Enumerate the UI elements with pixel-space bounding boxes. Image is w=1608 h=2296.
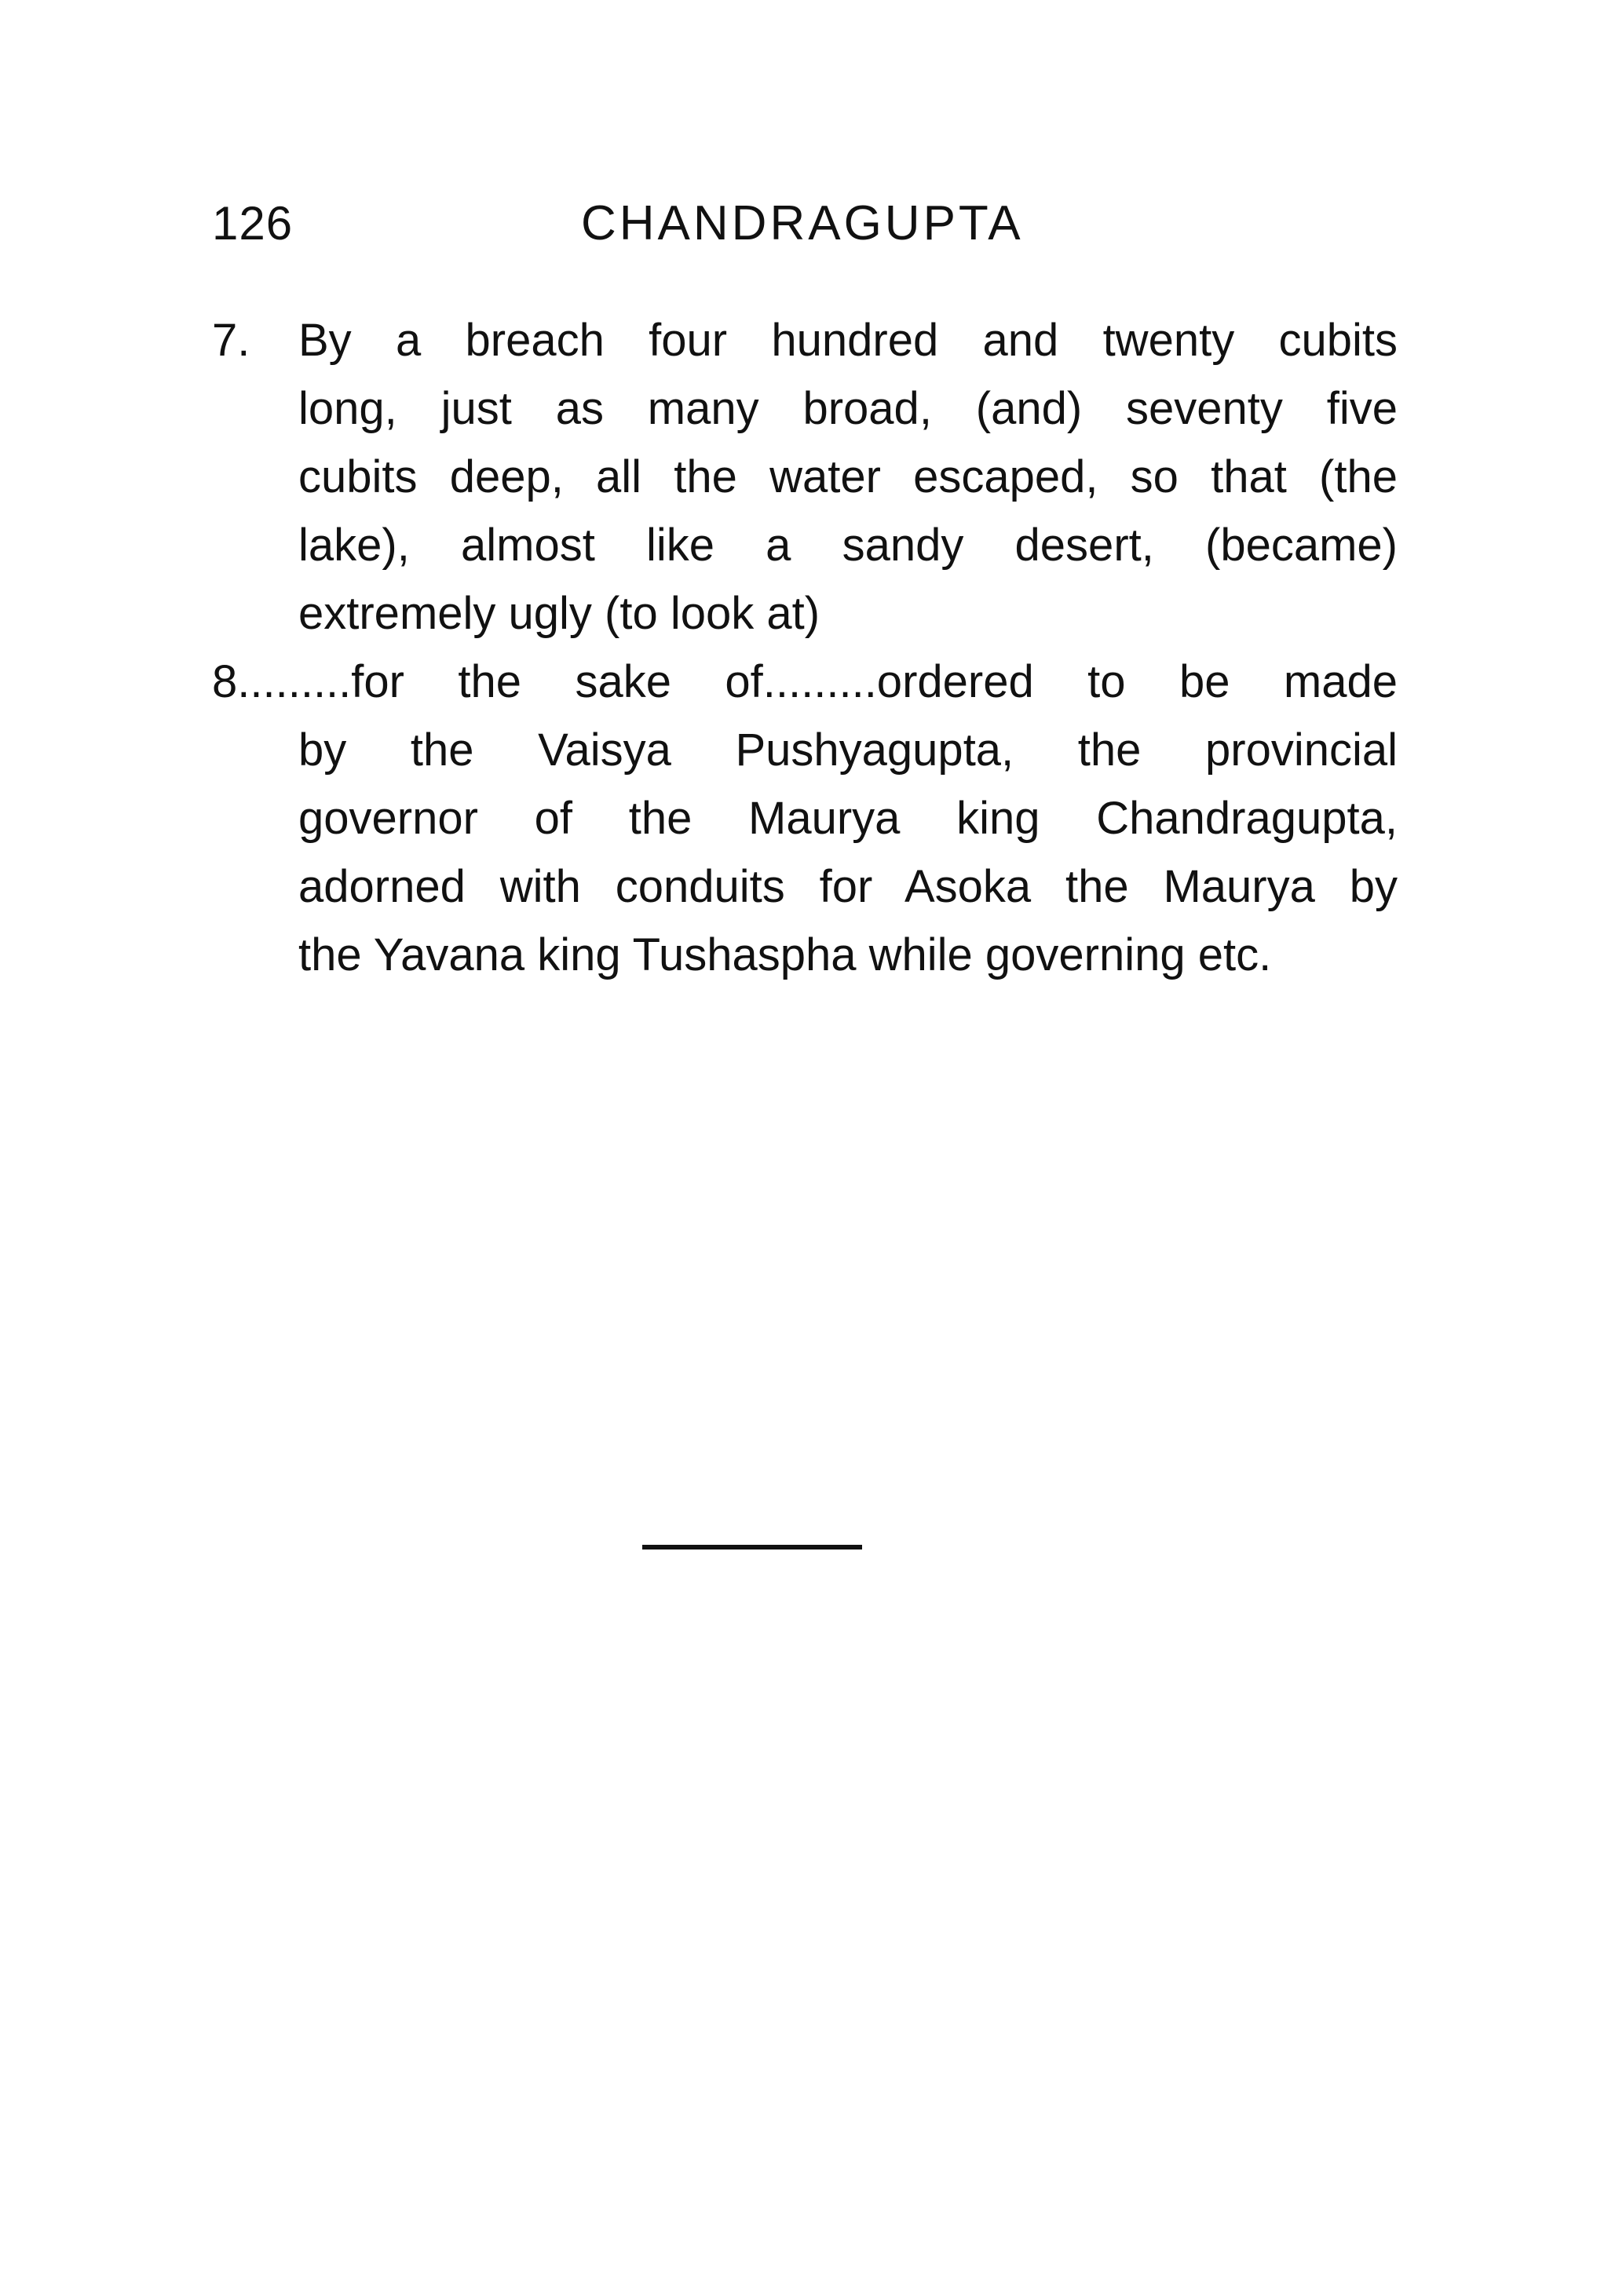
paragraph-line: 8.........for the sake of.........ordered to be made bbox=[212, 656, 1398, 707]
paragraph-line: long, just as many broad, (and) seventy five bbox=[298, 383, 1398, 434]
paragraph-line: lake), almost like a sandy desert, (became) bbox=[298, 520, 1398, 571]
end-rule-divider bbox=[642, 1545, 862, 1550]
paragraph-7 bbox=[212, 306, 1398, 648]
paragraph-line: extremely ugly (to look at) bbox=[298, 588, 820, 639]
paragraph-line: the Yavana king Tushaspha while governing etc. bbox=[298, 929, 1272, 980]
paragraph-line: by the Vaisya Pushyagupta, the provincial bbox=[298, 725, 1398, 776]
paragraph-line: cubits deep, all the water escaped, so that (the bbox=[298, 451, 1398, 502]
paragraph-line: adorned with conduits for Asoka the Maurya by bbox=[298, 861, 1398, 912]
paragraph-line: By a breach four hundred and twenty cubits bbox=[298, 315, 1398, 366]
body-text bbox=[212, 306, 1398, 989]
page-header bbox=[212, 188, 1421, 259]
running-title: CHANDRAGUPTA bbox=[581, 196, 1024, 250]
paragraph-number: 7. bbox=[212, 315, 250, 366]
page-number: 126 bbox=[212, 197, 294, 250]
paragraph-8 bbox=[212, 648, 1398, 989]
paragraph-line: governor of the Maurya king Chandragupta, bbox=[298, 793, 1398, 844]
